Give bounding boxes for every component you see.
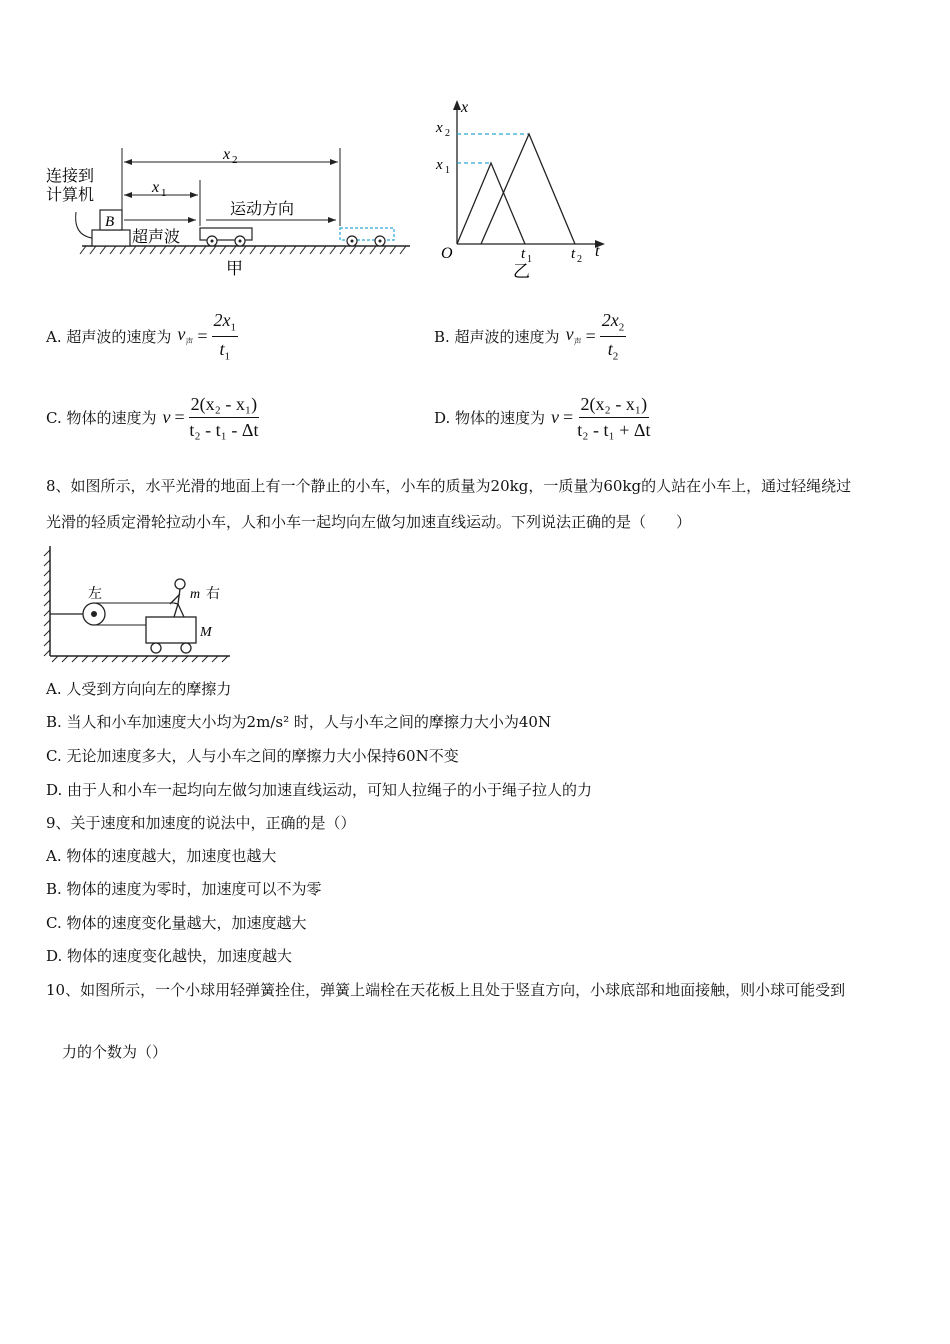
q7-option-a <box>46 310 238 362</box>
q7-option-c <box>46 394 259 441</box>
x-axis-label: t <box>595 243 600 260</box>
q9-option-a: A. 物体的速度越大，加速度也越大 <box>46 847 277 865</box>
wave-label: 超声波 <box>132 229 181 246</box>
q10-stem-line1: 10、如图所示，一个小球用轻弹簧拴住，弹簧上端栓在天花板上且处于竖直方向，小球底部和地面接触，则小球可能受到 <box>46 981 846 999</box>
direction-label: 运动方向 <box>230 201 295 218</box>
q7-option-b-formula: $v_声$ = $\frac{2x_2}{t_2}$ <box>565 310 625 363</box>
q7-option-d-formula: v = $\frac{\text{2(x₂ - x₁)}}{\text{t₂ - t₁ + Δt}}$ <box>551 394 651 440</box>
figure-q8 <box>40 542 240 667</box>
x1-label: x <box>152 179 160 196</box>
y-tick-x2-sub: 2 <box>445 128 450 139</box>
figure-yi-caption: 乙 <box>513 262 530 281</box>
q7-option-b <box>434 310 626 362</box>
q8-stem-line2: 光滑的轻质定滑轮拉动小车，人和小车一起均向左做匀加速直线运动。下列说法正确的是（ ） <box>46 513 692 531</box>
y-tick-x2: x <box>436 120 443 136</box>
figure-jia <box>40 140 420 280</box>
x-tick-t2-sub: 2 <box>577 254 582 265</box>
x-tick-t1: t <box>521 246 526 262</box>
q8-fig-m-label: m <box>190 587 201 602</box>
y-axis-label: x <box>461 99 469 116</box>
q7-option-c-formula: v = $\frac{\text{2(x₂ - x₁)}}{\text{t₂ - t₁ - Δt}}$ <box>162 394 259 440</box>
y-tick-x1-sub: 1 <box>445 165 450 176</box>
q8-option-c: C. 无论加速度多大，人与小车之间的摩擦力大小保持60N不变 <box>46 747 459 765</box>
connect-label-2: 计算机 <box>46 187 95 204</box>
q7-option-b-text: B. 超声波的速度为 <box>434 327 560 346</box>
q7-option-d <box>434 394 650 441</box>
y-tick-x1: x <box>436 157 443 173</box>
q8-fig-M-label: M <box>200 625 212 640</box>
q7-option-c-text: C. 物体的速度为 <box>46 409 157 427</box>
q8-option-b: B. 当人和小车加速度大小均为2m/s² 时，人与小车之间的摩擦力大小为40N <box>46 713 552 731</box>
x2-label-sub: 2 <box>232 154 238 166</box>
q8-fig-right-label: 右 <box>206 587 220 602</box>
q9-stem: 9、关于速度和加速度的说法中，正确的是（） <box>46 814 356 832</box>
q7-option-a-text: A. 超声波的速度为 <box>46 327 172 346</box>
q8-stem-line1: 8、如图所示，水平光滑的地面上有一个静止的小车，小车的质量为20kg，一质量为60kg的人站在小车上，通过轻绳绕过 <box>46 477 852 495</box>
q8-option-d: D. 由于人和小车一起均向左做匀加速直线运动，可知人拉绳子的小于绳子拉人的力 <box>46 781 593 799</box>
q8-fig-left-label: 左 <box>88 587 102 602</box>
q9-option-b: B. 物体的速度为零时，加速度可以不为零 <box>46 880 322 898</box>
figure-jia-caption: 甲 <box>226 259 243 278</box>
q7-option-a-formula: $v_声$ = $\frac{2x_1}{t_1}$ <box>177 310 237 363</box>
connect-label-1: 连接到 <box>46 168 95 185</box>
q9-option-d: D. 物体的速度变化越快，加速度越大 <box>46 947 293 965</box>
origin-label: O <box>441 245 453 262</box>
figure-yi <box>425 92 625 282</box>
x2-label: x <box>223 146 231 163</box>
q9-option-c: C. 物体的速度变化量越大，加速度越大 <box>46 914 307 932</box>
x1-label-sub: 1 <box>161 187 167 199</box>
x-tick-t2: t <box>571 246 576 262</box>
x-tick-t1-sub: 1 <box>527 254 532 265</box>
q7-option-d-text: D. 物体的速度为 <box>434 409 546 427</box>
q10-stem-line2: 力的个数为（） <box>62 1043 168 1061</box>
sensor-b-label: B <box>105 214 115 230</box>
q8-option-a: A. 人受到方向向左的摩擦力 <box>46 680 232 698</box>
